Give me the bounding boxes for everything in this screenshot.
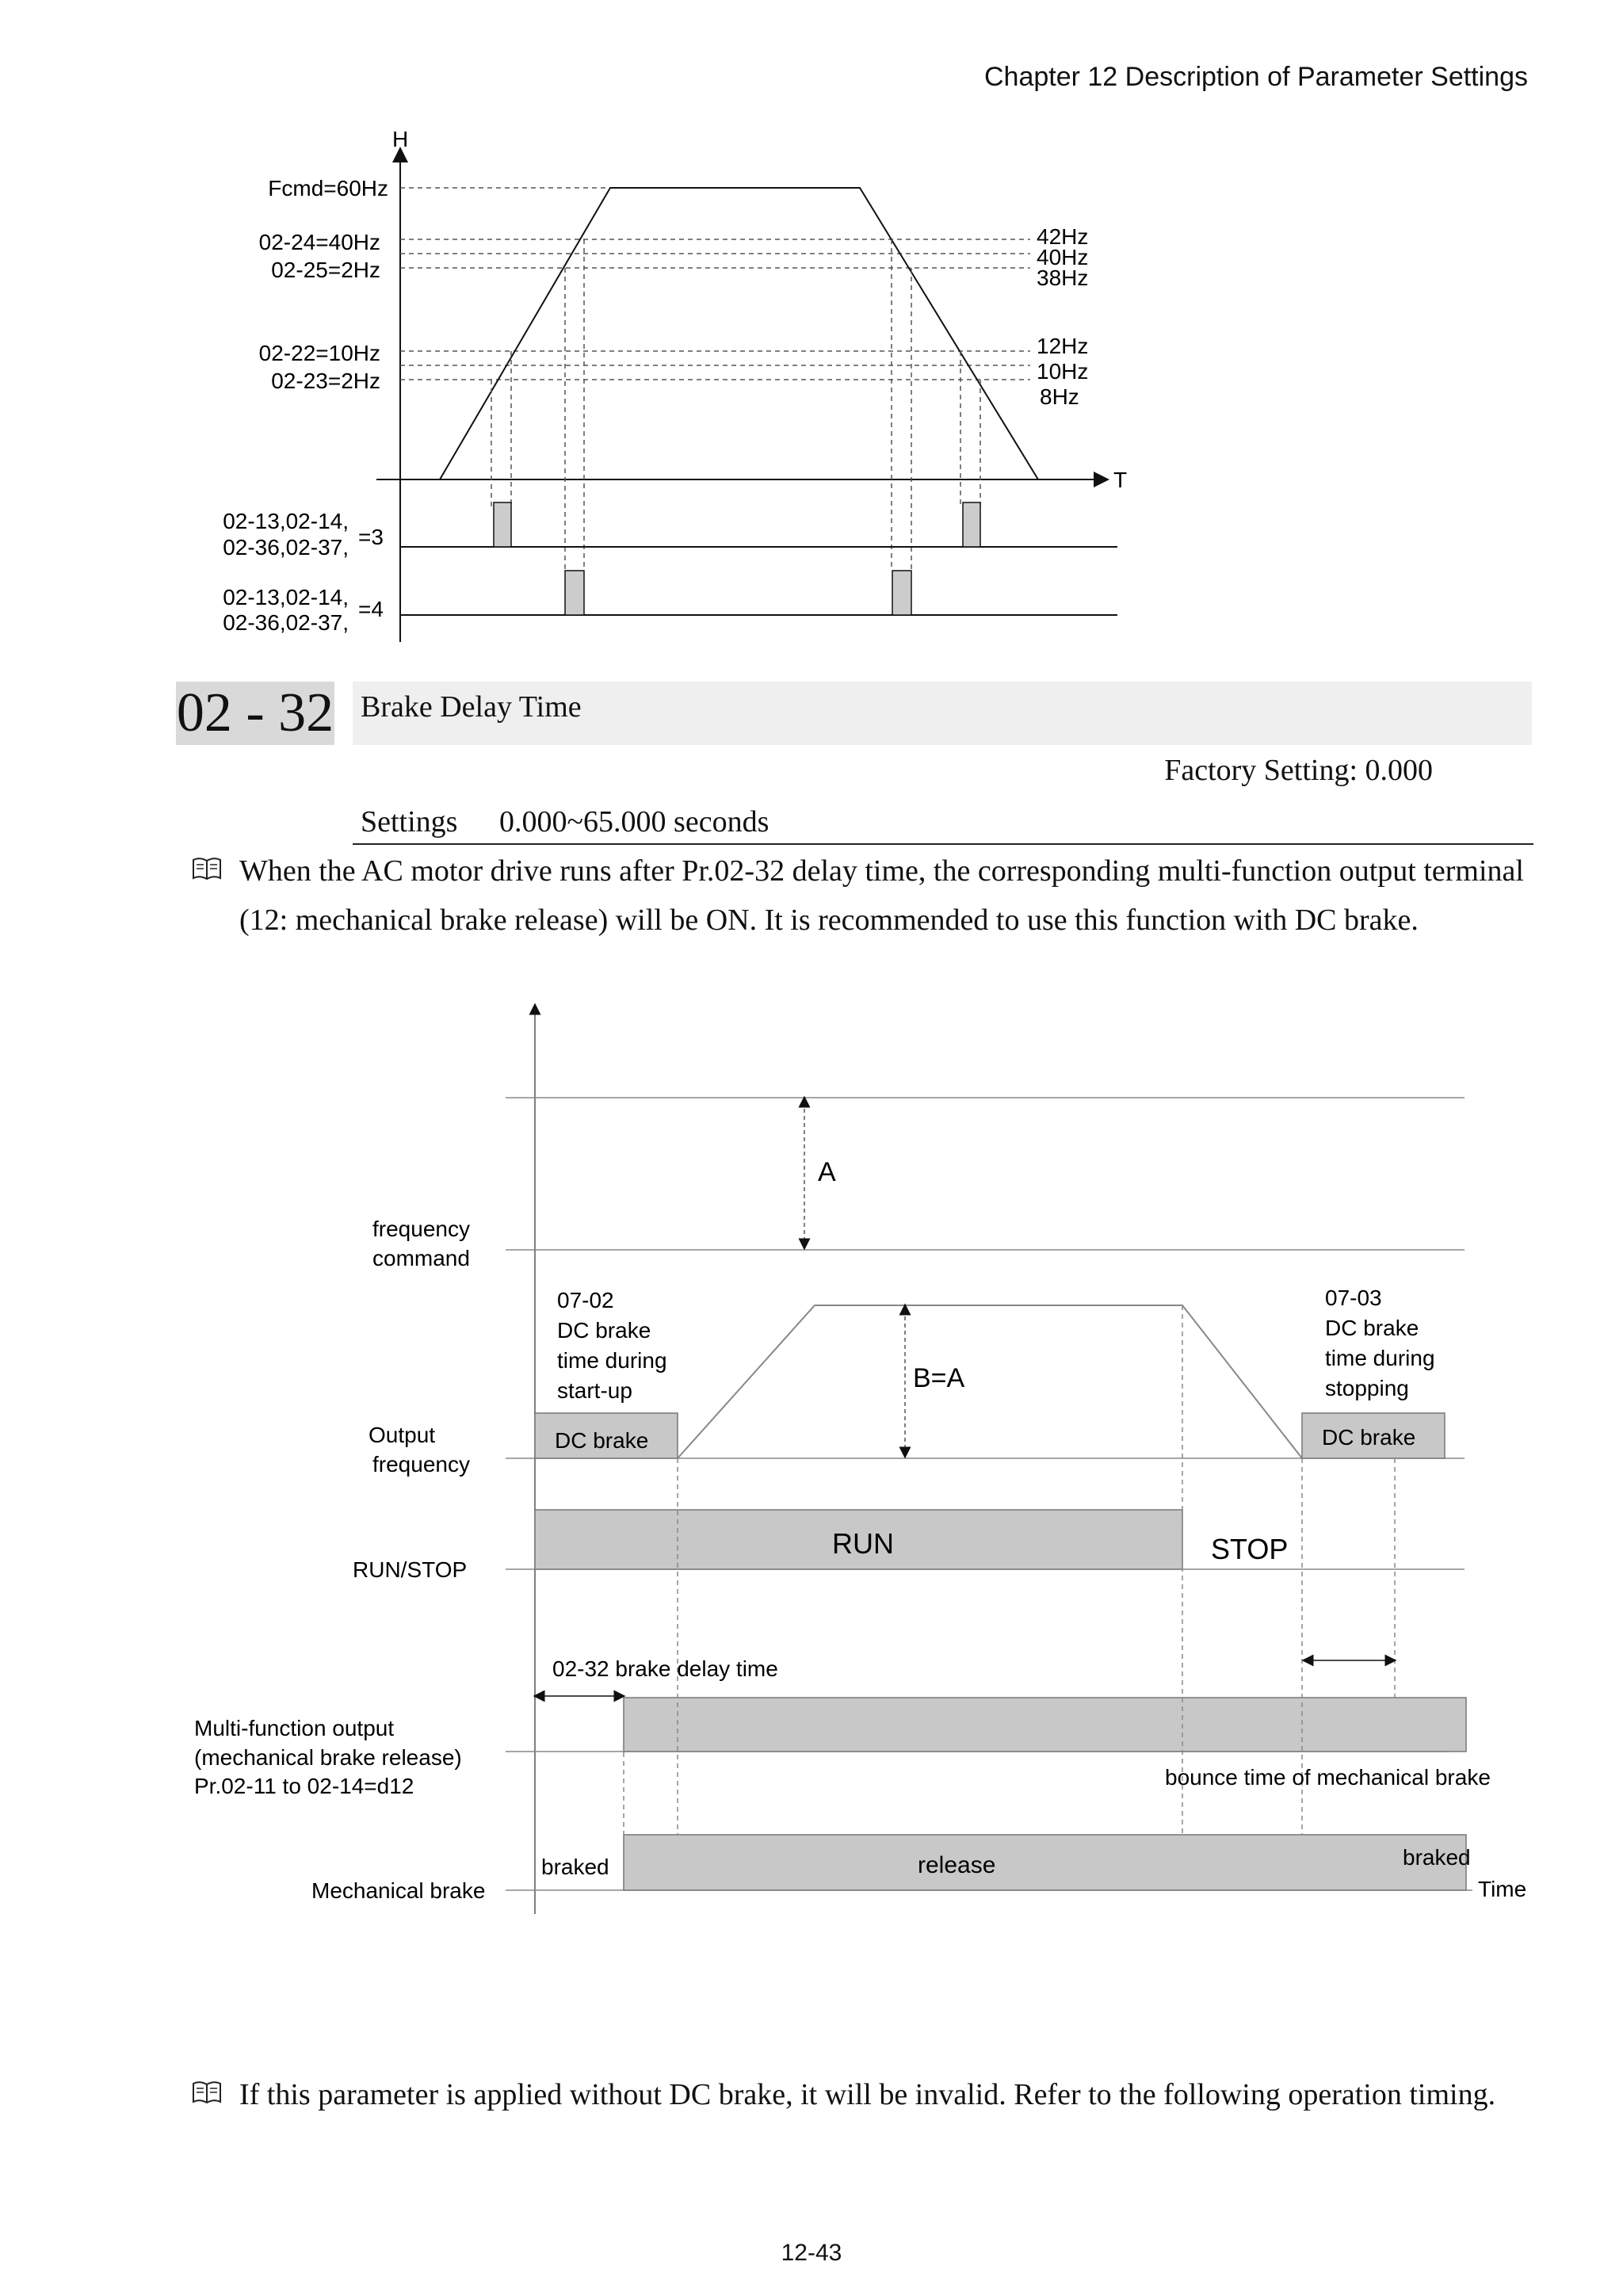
label-8hz: 8Hz xyxy=(1040,384,1079,409)
output-frequency-curve xyxy=(678,1305,1302,1458)
dc-brake-stop-label: DC brake xyxy=(1322,1425,1416,1450)
settings-divider xyxy=(353,843,1533,845)
frequency-curve xyxy=(440,188,1038,479)
row4-value: =4 xyxy=(358,597,384,621)
mfo-label-3: Pr.02-11 to 02-14=d12 xyxy=(194,1774,414,1798)
x-axis-label: T xyxy=(1113,468,1128,492)
output-freq-label-2: frequency xyxy=(372,1452,470,1477)
row3-line2: 02-36,02-37, xyxy=(223,535,349,560)
p0702-line1: 07-02 xyxy=(557,1288,614,1312)
label-02-22: 02-22=10Hz xyxy=(258,341,380,365)
row4-line1: 02-13,02-14, xyxy=(223,585,349,609)
freq-command-label-1: frequency xyxy=(372,1217,470,1241)
bounce-label: bounce time of mechanical brake xyxy=(1165,1765,1491,1790)
label-fcmd: Fcmd=60Hz xyxy=(268,176,388,201)
mech-brake-label: Mechanical brake xyxy=(311,1878,486,1903)
freq-command-label-2: command xyxy=(372,1246,470,1270)
dc-brake-start-label: DC brake xyxy=(555,1428,649,1453)
pulse-row3-fall xyxy=(963,502,980,547)
pulse-row4-rise xyxy=(565,571,584,615)
settings-value: 0.000~65.000 seconds xyxy=(499,805,769,839)
p0703-line3: time during xyxy=(1325,1346,1435,1370)
label-12hz: 12Hz xyxy=(1037,334,1089,358)
mfo-label-1: Multi-function output xyxy=(194,1716,395,1740)
label-42hz: 42Hz xyxy=(1037,224,1089,249)
book-icon xyxy=(192,2080,222,2105)
release-label: release xyxy=(918,1852,996,1878)
chapter-header: Chapter 12 Description of Parameter Settings xyxy=(983,62,1528,92)
book-icon xyxy=(192,856,222,881)
page-number: 12-43 xyxy=(781,2240,842,2266)
note-2-text: If this parameter is applied without DC brake, it will be invalid. Refer to the following operation timing. xyxy=(239,2078,1496,2111)
brake-delay-label: 02-32 brake delay time xyxy=(552,1656,778,1681)
y-axis-label: H xyxy=(392,127,409,151)
note-2 xyxy=(192,2070,1539,2119)
output-freq-label-1: Output xyxy=(369,1423,436,1447)
mech-release-box xyxy=(624,1835,1466,1890)
stop-label: STOP xyxy=(1211,1533,1289,1565)
label-02-24: 02-24=40Hz xyxy=(258,230,380,254)
pulse-row4-fall xyxy=(892,571,911,615)
mfo-output-box xyxy=(624,1698,1466,1752)
run-label: RUN xyxy=(832,1527,894,1560)
param-code: 02 - 32 xyxy=(176,682,334,743)
row3-value: =3 xyxy=(358,525,384,549)
label-40hz: 40Hz xyxy=(1037,245,1089,269)
factory-setting: Factory Setting: 0.000 xyxy=(1164,754,1433,787)
p0703-line4: stopping xyxy=(1325,1376,1409,1400)
param-title: Brake Delay Time xyxy=(361,690,582,724)
brake-delay-timing-diagram xyxy=(0,995,1623,1930)
time-label: Time xyxy=(1478,1877,1527,1901)
p0702-line2: DC brake xyxy=(557,1318,651,1343)
p0702-line3: time during xyxy=(557,1348,667,1373)
a-label: A xyxy=(818,1157,836,1187)
label-02-23: 02-23=2Hz xyxy=(271,369,380,393)
run-stop-label: RUN/STOP xyxy=(353,1557,468,1582)
braked-right-label: braked xyxy=(1403,1845,1471,1870)
row4-line2: 02-36,02-37, xyxy=(223,610,349,635)
pulse-row3-rise xyxy=(494,502,511,547)
note-1-text: When the AC motor drive runs after Pr.02-32 delay time, the corresponding multi-function output terminal (12: mechanical brake release) will be ON. It is recommended to use this function with DC brake. xyxy=(239,854,1524,937)
label-38hz: 38Hz xyxy=(1037,266,1089,290)
braked-left-label: braked xyxy=(541,1855,609,1879)
label-02-25: 02-25=2Hz xyxy=(271,258,380,282)
row3-line1: 02-13,02-14, xyxy=(223,509,349,533)
p0702-line4: start-up xyxy=(557,1378,632,1403)
label-10hz: 10Hz xyxy=(1037,359,1089,384)
frequency-detection-diagram xyxy=(0,119,1623,658)
p0703-line2: DC brake xyxy=(1325,1316,1419,1340)
b-equals-a-label: B=A xyxy=(913,1363,965,1393)
p0703-line1: 07-03 xyxy=(1325,1286,1382,1310)
note-1 xyxy=(192,846,1539,945)
mfo-label-2: (mechanical brake release) xyxy=(194,1745,462,1770)
settings-label: Settings xyxy=(361,805,458,839)
